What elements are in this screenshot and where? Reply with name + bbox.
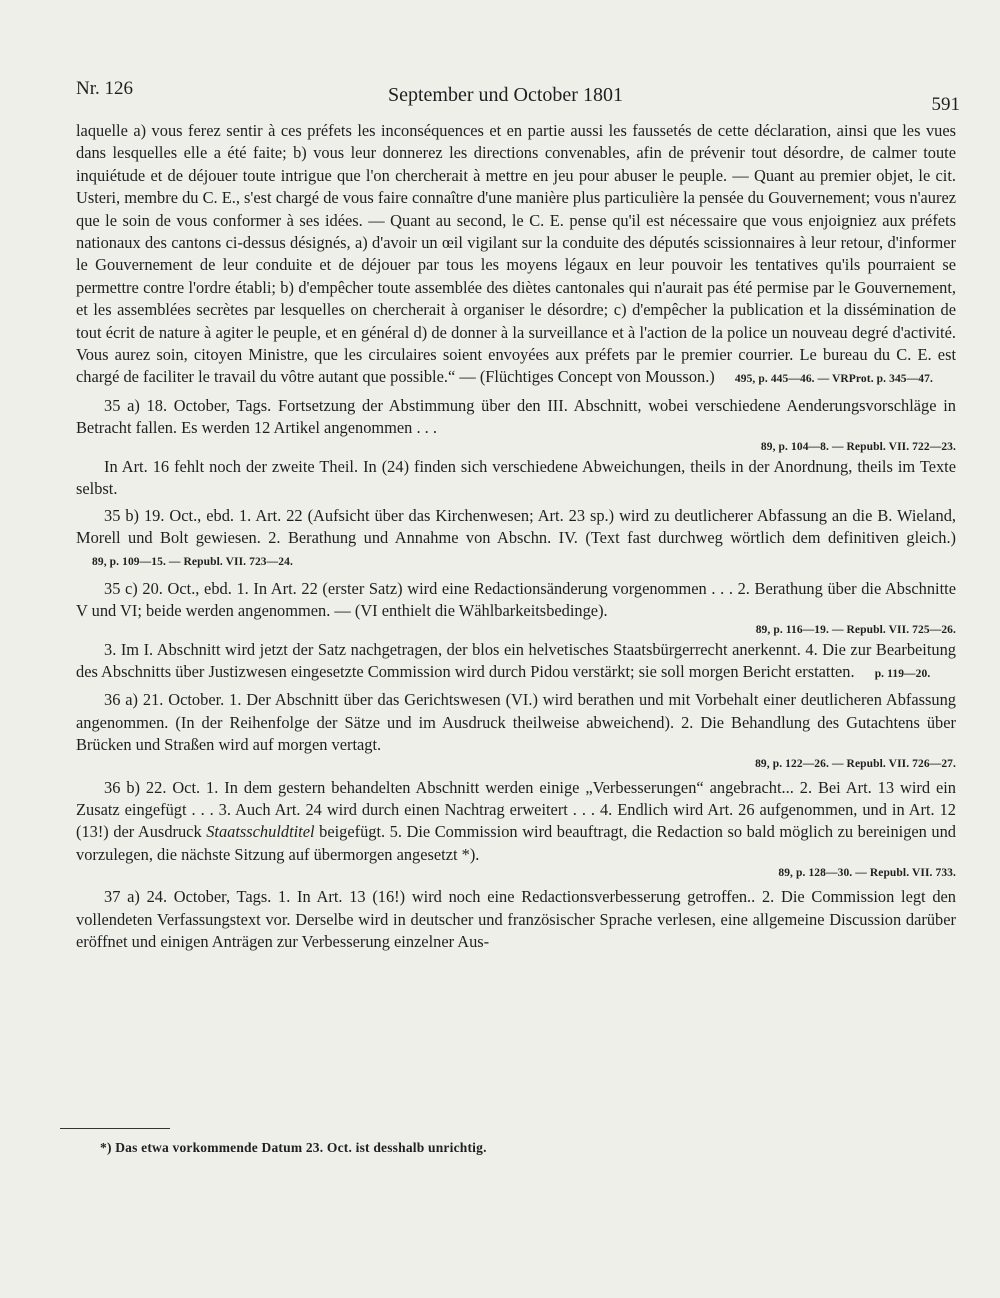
- source-reference: p. 119—20.: [874, 667, 931, 680]
- source-reference: 89, p. 109—15. — Republ. VII. 723—24.: [92, 556, 293, 569]
- source-reference: 495, p. 445—46. — VRProt. p. 345—47.: [734, 373, 933, 386]
- paragraph-text: 3. Im I. Abschnitt wird jetzt der Satz nachgetragen, der blos ein helvetisches Staatsbürgerrecht anerkennt. 4. Die zur Bearbeitung des Abschnitts über Justizwesen eingesetzte Commission wird durch Pidou verstärkt; sie soll morgen Bericht erstatten.: [76, 639, 956, 681]
- running-title: September und October 1801: [388, 84, 623, 106]
- paragraph-text: 37 a) 24. October, Tags. 1. In Art. 13 (16!) wird noch eine Redactionsverbesserung getroffen.. 2. Die Commission legt den vollendeten Verfassungstext vor. Derselbe wird in deutscher und französischer Sprache verlesen, eine allgemeine Discussion darüber eröffnet und einigen Anträgen zur Verbesserung einzelner Aus-: [76, 887, 956, 951]
- document-number: Nr. 126: [76, 78, 133, 99]
- source-reference: 89, p. 128—30. — Republ. VII. 733.: [778, 867, 956, 880]
- main-text: [76, 120, 956, 953]
- paragraph-37a: [76, 886, 956, 953]
- source-reference: 89, p. 104—8. — Republ. VII. 722—23.: [760, 440, 956, 453]
- paragraph-35a: [76, 395, 956, 456]
- italic-term: Staatsschuldtitel: [206, 822, 315, 842]
- paragraph-36b: [76, 777, 956, 883]
- paragraph-text-after: beigefügt. 5. Die Commission wird beauftragt, die Redaction so bald möglich zu bereinigen und vorzulegen, die nächste Sitzung auf übermorgen angesetzt *).: [76, 822, 957, 864]
- footnote-divider: [60, 1128, 170, 1129]
- source-reference: 89, p. 116—19. — Republ. VII. 725—26.: [755, 623, 956, 636]
- page-header: [76, 78, 960, 115]
- paragraph-text: laquelle a) vous ferez sentir à ces préfets les inconséquences et en partie aussi les faussetés de cette déclaration, ainsi que les vues dans lesquelles elle a été faite; b) vous leur donnerez les directions convenables, afin de prévenir tout désordre, de calmer toute inquiétude et de déjouer toute intrigue que l'on chercherait à mettre en jeu pour abuser le peuple. — Quant au premier objet, le cit. Usteri, membre du C. E., s'est chargé de vous faire connaître d'une manière plus particulière la pensée du Gouvernement; vous n'aurez que le soin de vous conformer à ses idées. — Quant au second, le C. E. pense qu'il est nécessaire que vous enjoigniez aux préfets nationaux des cantons ci-dessus désignés, a) d'avoir un œil vigilant sur la conduite des députés scissionnaires à leur retour, d'informer le Gouvernement de leur conduite et de déjouer par tous les moyens légaux en leur pouvoir les tentatives qu'ils pourraient se permettre contre l'ordre établi; b) d'empêcher toute assemblée des diètes cantonales qui n'aurait pas été permise par le Gouvernement, et les assemblées secrètes par lesquelles on chercherait à organiser le désordre; c) d'empêcher la publication et la dissémination de tout écrit de nature à agiter le peuple, et en général d) de donner à la surveillance et à l'action de la police un nouveau degré d'activité. Vous aurez soin, citoyen Ministre, que les circulaires soient envoyées aux préfets par le premier courrier. Le bureau du C. E. est chargé de faciliter le travail du vôtre autant que possible.“ — (Flüchtiges Concept von Mousson.): [76, 121, 956, 387]
- paragraph-art16-note: [76, 456, 956, 501]
- paragraph-text: 35 b) 19. Oct., ebd. 1. Art. 22 (Aufsicht über das Kirchenwesen; Art. 23 sp.) wird zu deutlicherer Abfassung an die B. Wieland, Morell und Bolt gewiesen. 2. Berathung und Annahme von Abschn. IV. (Text fast durchweg wörtlich dem definitiven gleich.): [76, 505, 956, 547]
- paragraph-35b: [76, 505, 956, 574]
- paragraph-text: 35 c) 20. Oct., ebd. 1. In Art. 22 (erster Satz) wird eine Redactionsänderung vorgenommen . . . 2. Berathung über die Abschnitte V und VI; beide werden angenommen. — (VI enthielt die Wählbarkeitsbedinge).: [76, 578, 956, 621]
- footnote: *) Das etwa vorkommende Datum 23. Oct. ist desshalb unrichtig.: [100, 1140, 487, 1155]
- paragraph-text: 35 a) 18. October, Tags. Fortsetzung der Abstimmung über den III. Abschnitt, wobei verschiedene Aenderungsvorschläge in Betracht fallen. Es werden 12 Artikel angenommen . . .: [76, 395, 956, 438]
- paragraph-text: 36 a) 21. October. 1. Der Abschnitt über das Gerichtswesen (VI.) wird berathen und mit Vorbehalt einer deutlicheren Abfassung angenommen. (In der Reihenfolge der Sätze und im Ausdruck theilweise abweichend). 2. Die Behandlung des Gutachtens über Brücken und Straßen wird auf morgen vertagt.: [76, 690, 956, 755]
- paragraph-36a: [76, 689, 956, 772]
- paragraph-text: In Art. 16 fehlt noch der zweite Theil. In (24) finden sich verschiedene Abweichungen, theils in der Anordnung, theils im Texte selbst.: [76, 456, 956, 499]
- source-reference: 89, p. 122—26. — Republ. VII. 726—27.: [755, 757, 956, 770]
- page-number: 591: [931, 94, 960, 115]
- paragraph-35c-continued: [76, 639, 956, 686]
- paragraph-letter-continuation: [76, 120, 956, 391]
- paragraph-text-before: 36 b) 22. Oct. 1. In dem gestern behandelten Abschnitt werden einige „Verbesserungen“ angebracht... 2. Bei Art. 13 wird ein Zusatz eingefügt . . . 3. Auch Art. 24 wird durch einen Nachtrag erweitert . . . 4. Endlich wird Art. 26 aufgenommen, und in Art. 12 (13!) der Ausdruck: [76, 777, 956, 842]
- paragraph-35c: [76, 578, 956, 639]
